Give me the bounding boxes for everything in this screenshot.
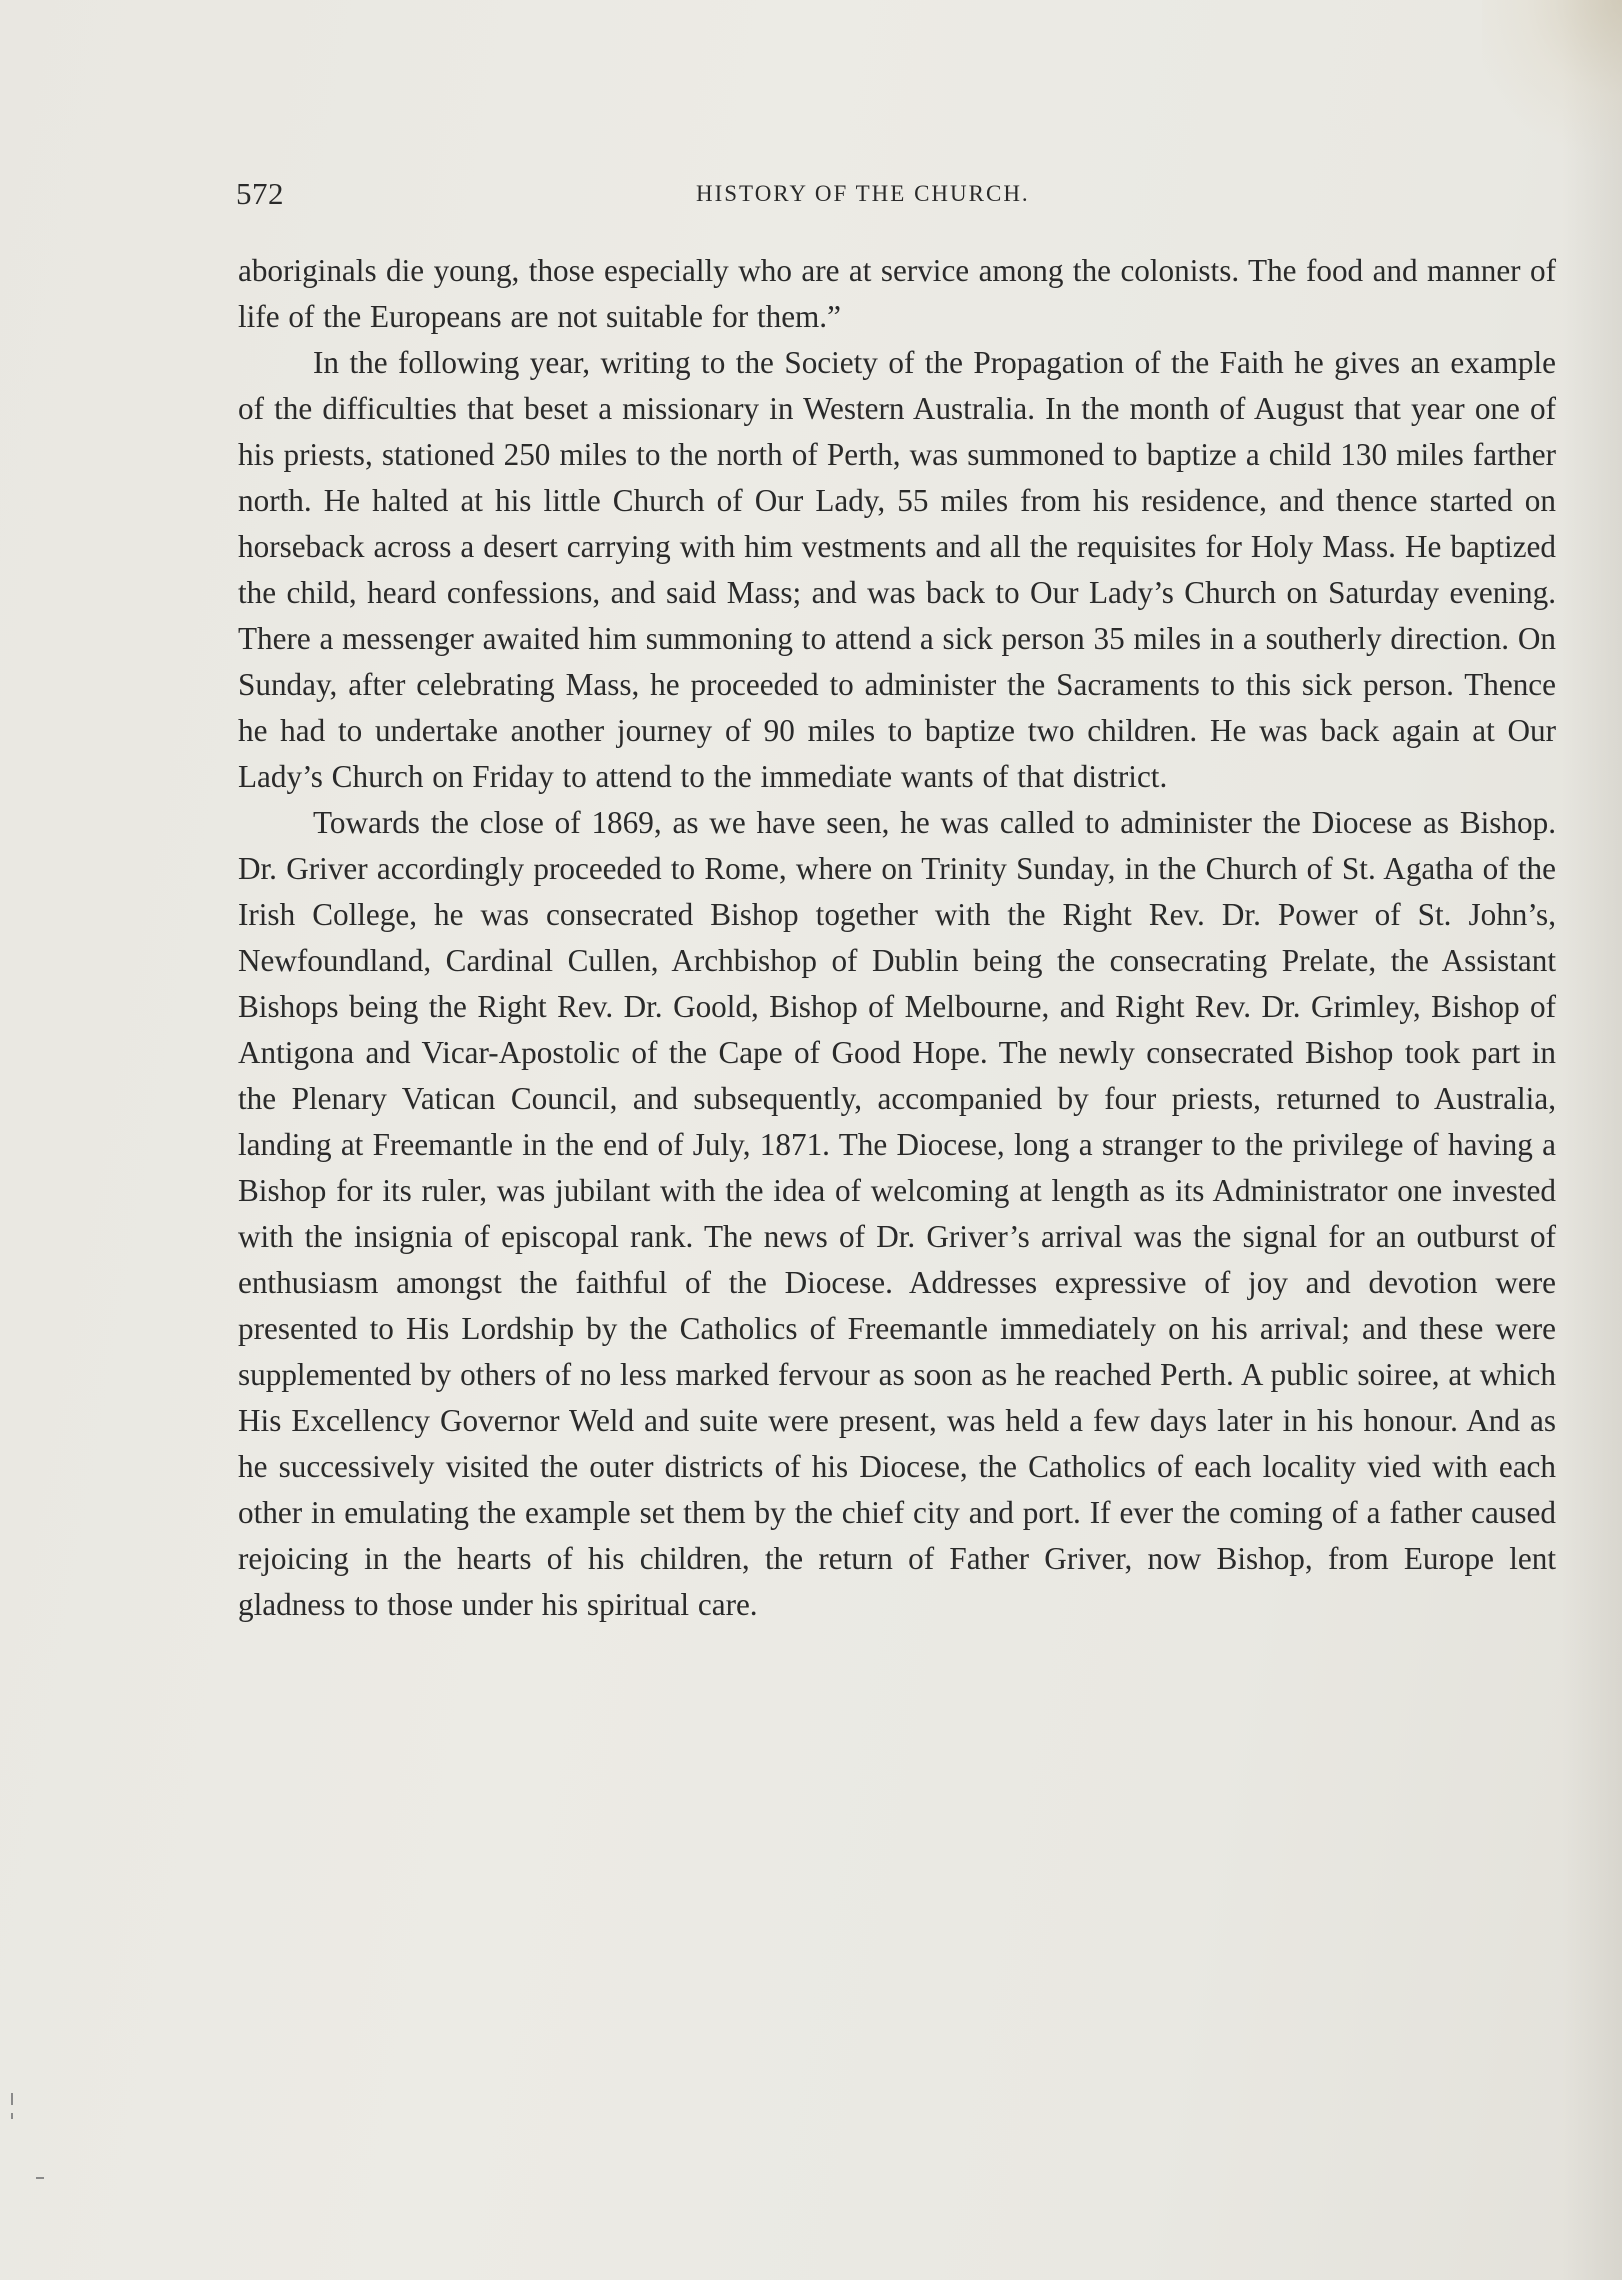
page-number: 572: [236, 176, 284, 211]
paragraph-continuation: aboriginals die young, those especially who are at service among the colonists. The food and manner of life of the Europeans are not suitable for them.”: [238, 253, 1556, 334]
margin-mark: [11, 2093, 13, 2105]
margin-mark: [36, 2177, 44, 2179]
corner-stain: [1482, 0, 1622, 160]
body-text: [238, 248, 1556, 1628]
page-edge-shadow: [1562, 0, 1622, 2280]
paragraph-propagation-letter: In the following year, writing to the Society of the Propagation of the Faith he gives an example of the difficulties that beset a missionary in Western Australia. In the month of August that year one of his priests, stationed 250 miles to the north of Perth, was summoned to baptize a child 130 miles farther north. He halted at his little Church of Our Lady, 55 miles from his residence, and thence started on horseback across a desert carrying with him vestments and all the requisites for Holy Mass. He baptized the child, heard confessions, and said Mass; and was back to Our Lady’s Church on Saturday evening. There a messenger awaited him summoning to attend a sick person 35 miles in a southerly direction. On Sunday, after celebrating Mass, he proceeded to administer the Sacraments to this sick person. Thence he had to undertake another journey of 90 miles to baptize two children. He was back again at Our Lady’s Church on Friday to attend to the immediate wants of that district.: [238, 345, 1556, 794]
margin-mark: [11, 2113, 13, 2119]
running-title: HISTORY OF THE CHURCH.: [696, 181, 1030, 206]
paragraph-consecration: Towards the close of 1869, as we have seen, he was called to administer the Diocese as Bishop. Dr. Griver accordingly proceeded to Rome, where on Trinity Sunday, in the Church of St. Agatha of the Irish College, he was consecrated Bishop together with the Right Rev. Dr. Power of St. John’s, Newfoundland, Cardinal Cullen, Archbishop of Dublin being the consecrating Prelate, the Assistant Bishops being the Right Rev. Dr. Goold, Bishop of Melbourne, and Right Rev. Dr. Grimley, Bishop of Antigona and Vicar-Apostolic of the Cape of Good Hope. The newly consecrated Bishop took part in the Plenary Vatican Council, and subsequently, accompanied by four priests, returned to Australia, landing at Freemantle in the end of July, 1871. The Diocese, long a stranger to the privilege of having a Bishop for its ruler, was jubilant with the idea of welcoming at length as its Administrator one invested with the insignia of episcopal rank. The news of Dr. Griver’s arrival was the signal for an outburst of enthusiasm amongst the faithful of the Diocese. Addresses expressive of joy and devotion were presented to His Lordship by the Catholics of Freemantle immediately on his arrival; and these were supplemented by others of no less marked fervour as soon as he reached Perth. A public soiree, at which His Excellency Governor Weld and suite were present, was held a few days later in his honour. And as he successively visited the outer districts of his Diocese, the Catholics of each locality vied with each other in emulating the example set them by the chief city and port. If ever the coming of a father caused rejoicing in the hearts of his children, the return of Father Griver, now Bishop, from Europe lent gladness to those under his spiritual care.: [238, 805, 1556, 1622]
page-header: [236, 176, 1586, 216]
